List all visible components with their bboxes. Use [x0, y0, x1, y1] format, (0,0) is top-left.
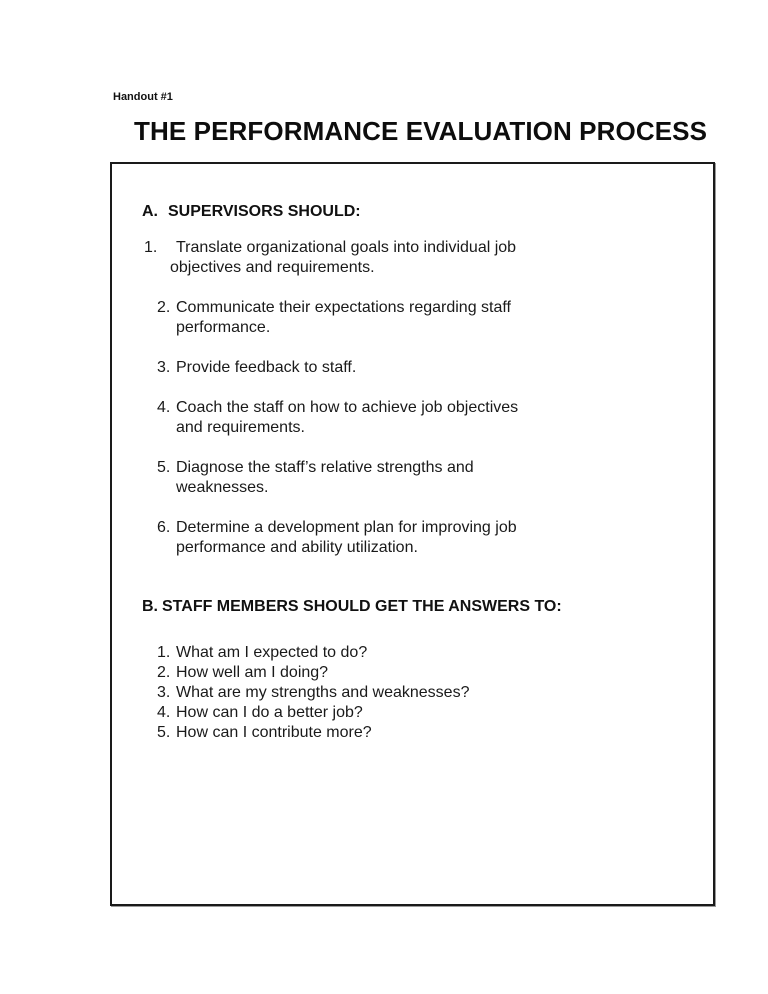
section-b-heading [142, 598, 562, 616]
item-text-line: Coach the staff on how to achieve job objectives [176, 399, 519, 416]
item-text-line: Determine a development plan for improving job [176, 519, 517, 536]
list-item [157, 723, 469, 743]
item-text: What am I expected to do? [176, 644, 368, 661]
item-text: How can I do a better job? [176, 704, 363, 721]
item-text-line: Communicate their expectations regarding staff [176, 299, 511, 316]
list-item [157, 683, 469, 703]
item-number: 4. [157, 704, 171, 721]
list-item [157, 398, 597, 438]
item-number: 4. [157, 399, 171, 416]
list-item [157, 643, 469, 663]
section-a-title: SUPERVISORS SHOULD: [168, 203, 361, 220]
handout-label: Handout #1 [113, 91, 173, 103]
section-b-title: STAFF MEMBERS SHOULD GET THE ANSWERS TO: [162, 598, 562, 615]
item-text: What are my strengths and weaknesses? [176, 684, 470, 701]
item-number: 1. [144, 239, 158, 256]
item-text-line: Translate organizational goals into individual job [176, 239, 517, 256]
item-text-line: and requirements. [176, 419, 305, 436]
list-item [157, 458, 597, 498]
item-number: 3. [157, 684, 171, 701]
section-a-heading [142, 203, 361, 221]
item-text-line: weaknesses. [176, 479, 269, 496]
item-number: 6. [157, 519, 171, 536]
item-text-line: Diagnose the staff’s relative strengths and [176, 459, 474, 476]
content-box [110, 162, 715, 906]
item-number: 5. [157, 459, 171, 476]
staff-questions-list [157, 643, 469, 743]
item-number: 5. [157, 724, 171, 741]
section-a-letter: A. [142, 203, 158, 220]
page-title: THE PERFORMANCE EVALUATION PROCESS [134, 116, 708, 146]
item-text: How can I contribute more? [176, 724, 372, 741]
list-item [157, 703, 469, 723]
item-text-line: objectives and requirements. [170, 259, 375, 276]
item-number: 1. [157, 644, 171, 661]
item-number: 2. [157, 664, 171, 681]
list-item [157, 663, 469, 683]
item-number: 2. [157, 299, 171, 316]
supervisor-duties-list [144, 238, 597, 578]
item-text-line: Provide feedback to staff. [176, 359, 357, 376]
item-number: 3. [157, 359, 171, 376]
list-item [157, 358, 597, 378]
section-b-letter: B. [142, 598, 158, 615]
item-text-line: performance. [176, 319, 271, 336]
list-item [157, 518, 597, 558]
list-item [144, 238, 597, 278]
item-text-line: performance and ability utilization. [176, 539, 418, 556]
item-text: How well am I doing? [176, 664, 329, 681]
list-item [157, 298, 597, 338]
